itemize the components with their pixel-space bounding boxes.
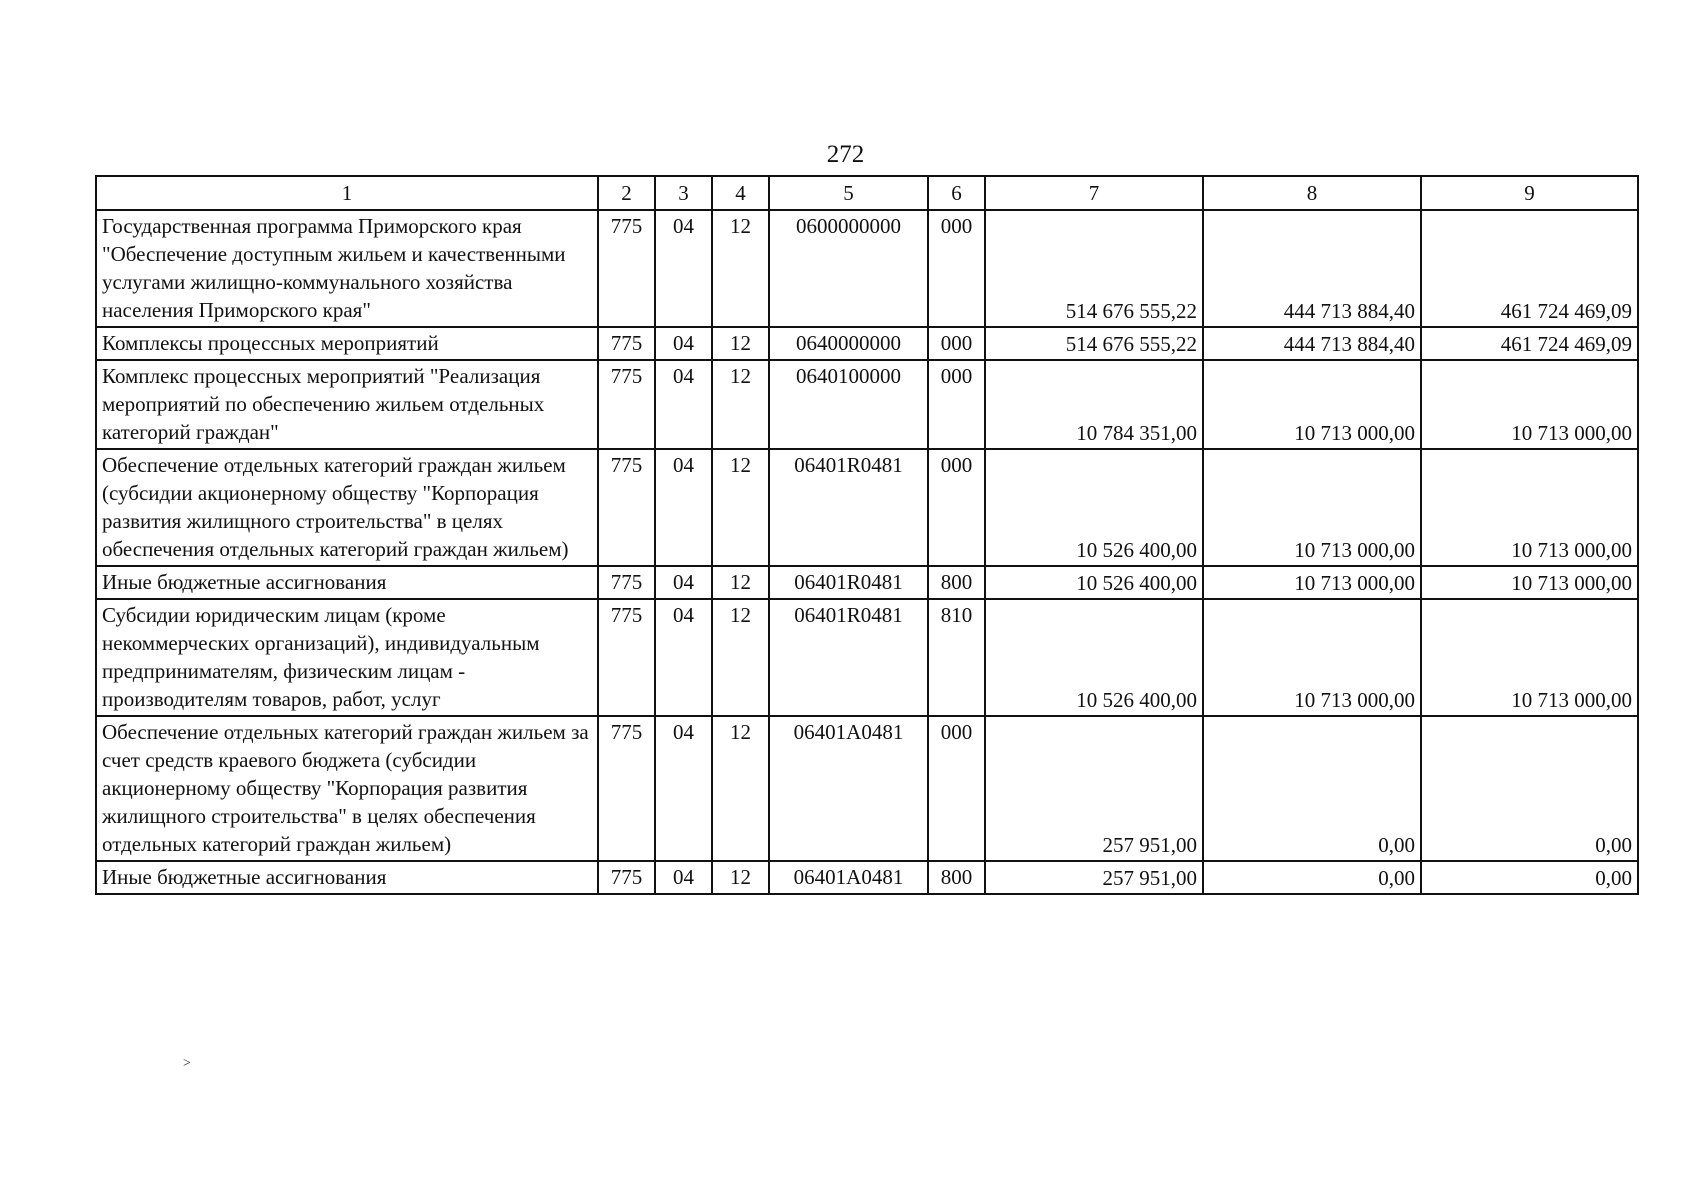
header-cell: 3 [655, 176, 712, 210]
cell-col9: 461 724 469,09 [1421, 327, 1638, 360]
table-row [96, 360, 1638, 449]
cell-col4: 12 [712, 327, 769, 360]
cell-col6: 000 [928, 327, 985, 360]
table-row [96, 599, 1638, 716]
cell-col6: 800 [928, 861, 985, 894]
cell-col8: 10 713 000,00 [1203, 360, 1421, 449]
cell-col3: 04 [655, 449, 712, 566]
cell-col5: 06401A0481 [769, 861, 928, 894]
cell-col7: 514 676 555,22 [985, 327, 1203, 360]
cell-col8: 0,00 [1203, 716, 1421, 861]
cell-col4: 12 [712, 210, 769, 327]
cell-col7: 10 526 400,00 [985, 599, 1203, 716]
table-row [96, 861, 1638, 894]
cell-col9: 461 724 469,09 [1421, 210, 1638, 327]
cell-col2: 775 [598, 861, 655, 894]
cell-col7: 514 676 555,22 [985, 210, 1203, 327]
cell-col7: 10 526 400,00 [985, 566, 1203, 599]
table-row [96, 327, 1638, 360]
cell-col2: 775 [598, 360, 655, 449]
cell-col2: 775 [598, 566, 655, 599]
cell-col5: 0600000000 [769, 210, 928, 327]
table-row [96, 566, 1638, 599]
cell-col4: 12 [712, 861, 769, 894]
cell-col3: 04 [655, 716, 712, 861]
header-cell: 8 [1203, 176, 1421, 210]
cell-col2: 775 [598, 599, 655, 716]
cell-col4: 12 [712, 716, 769, 861]
cell-col3: 04 [655, 360, 712, 449]
cell-col5: 0640000000 [769, 327, 928, 360]
cell-col5: 06401A0481 [769, 716, 928, 861]
cell-col5: 0640100000 [769, 360, 928, 449]
header-cell: 4 [712, 176, 769, 210]
cell-col4: 12 [712, 566, 769, 599]
cell-col7: 257 951,00 [985, 861, 1203, 894]
cell-col3: 04 [655, 566, 712, 599]
cell-col2: 775 [598, 327, 655, 360]
cell-col3: 04 [655, 210, 712, 327]
cell-col2: 775 [598, 210, 655, 327]
cell-col4: 12 [712, 360, 769, 449]
header-cell: 5 [769, 176, 928, 210]
cell-col2: 775 [598, 716, 655, 861]
table-row [96, 716, 1638, 861]
cell-col2: 775 [598, 449, 655, 566]
cell-col6: 800 [928, 566, 985, 599]
cell-col9: 10 713 000,00 [1421, 360, 1638, 449]
header-cell: 2 [598, 176, 655, 210]
table-row [96, 449, 1638, 566]
cell-col8: 444 713 884,40 [1203, 327, 1421, 360]
row-name: Обеспечение отдельных категорий граждан жильем (субсидии акционерному обществу "Корпорация развития жилищного строительства" в целях обеспечения отдельных категорий граждан жильем) [96, 449, 598, 566]
cell-col6: 000 [928, 449, 985, 566]
cell-col8: 10 713 000,00 [1203, 449, 1421, 566]
cell-col4: 12 [712, 599, 769, 716]
cell-col5: 06401R0481 [769, 599, 928, 716]
cell-col5: 06401R0481 [769, 566, 928, 599]
row-name: Комплекс процессных мероприятий "Реализация мероприятий по обеспечению жильем отдельных категорий граждан" [96, 360, 598, 449]
header-cell: 9 [1421, 176, 1638, 210]
header-cell: 1 [96, 176, 598, 210]
row-name: Государственная программа Приморского края "Обеспечение доступным жильем и качественными услугами жилищно-коммунального хозяйства населения Приморского края" [96, 210, 598, 327]
cell-col6: 000 [928, 360, 985, 449]
cell-col8: 10 713 000,00 [1203, 566, 1421, 599]
cell-col3: 04 [655, 327, 712, 360]
cell-col9: 0,00 [1421, 716, 1638, 861]
cell-col8: 0,00 [1203, 861, 1421, 894]
cell-col7: 257 951,00 [985, 716, 1203, 861]
cell-col9: 10 713 000,00 [1421, 566, 1638, 599]
stray-mark: ˃ [183, 1056, 191, 1071]
cell-col4: 12 [712, 449, 769, 566]
budget-table [95, 175, 1639, 895]
cell-col7: 10 784 351,00 [985, 360, 1203, 449]
table-header-row [96, 176, 1638, 210]
header-cell: 7 [985, 176, 1203, 210]
row-name: Обеспечение отдельных категорий граждан жильем за счет средств краевого бюджета (субсидии акционерному обществу "Корпорация развития жилищного строительства" в целях обеспечения отдельных категорий граждан жильем) [96, 716, 598, 861]
row-name: Комплексы процессных мероприятий [96, 327, 598, 360]
cell-col6: 000 [928, 716, 985, 861]
cell-col6: 810 [928, 599, 985, 716]
cell-col8: 444 713 884,40 [1203, 210, 1421, 327]
row-name: Иные бюджетные ассигнования [96, 566, 598, 599]
cell-col9: 0,00 [1421, 861, 1638, 894]
header-cell: 6 [928, 176, 985, 210]
cell-col5: 06401R0481 [769, 449, 928, 566]
cell-col6: 000 [928, 210, 985, 327]
cell-col7: 10 526 400,00 [985, 449, 1203, 566]
cell-col9: 10 713 000,00 [1421, 599, 1638, 716]
row-name: Субсидии юридическим лицам (кроме некоммерческих организаций), индивидуальным предпринимателям, физическим лицам - производителям товаров, работ, услуг [96, 599, 598, 716]
cell-col3: 04 [655, 861, 712, 894]
table-row [96, 210, 1638, 327]
cell-col9: 10 713 000,00 [1421, 449, 1638, 566]
cell-col8: 10 713 000,00 [1203, 599, 1421, 716]
page-number: 272 [826, 141, 865, 168]
row-name: Иные бюджетные ассигнования [96, 861, 598, 894]
cell-col3: 04 [655, 599, 712, 716]
